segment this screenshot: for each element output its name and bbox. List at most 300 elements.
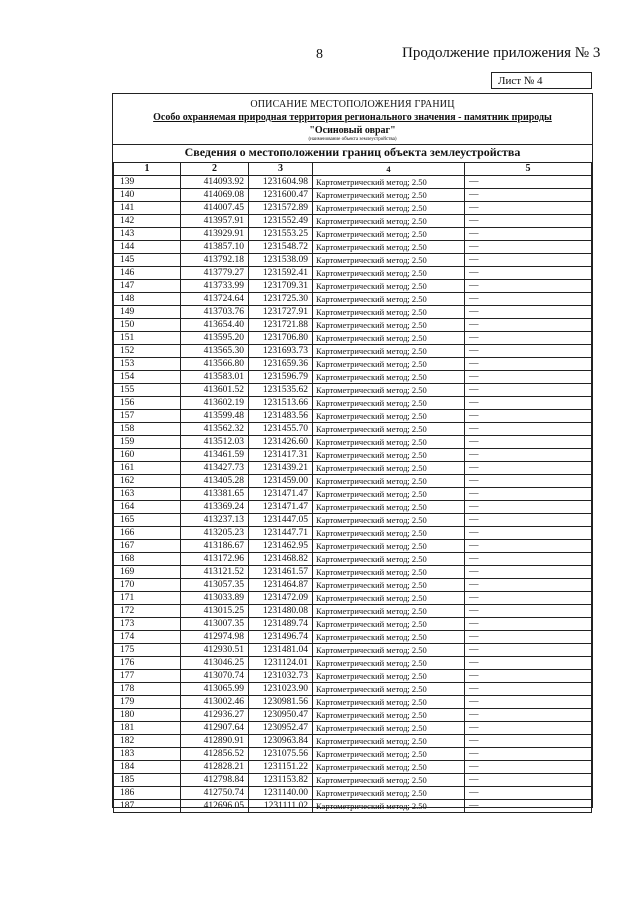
method-accuracy-cell: Картометрический метод; 2.50 xyxy=(313,436,465,449)
method-accuracy-cell: Картометрический метод; 2.50 xyxy=(313,644,465,657)
x-coordinate-cell: 414007.45 xyxy=(181,202,249,215)
y-coordinate-cell: 1230950.47 xyxy=(249,709,313,722)
table-row xyxy=(114,384,592,397)
description-cell: — xyxy=(465,462,592,475)
x-coordinate-cell: 413601.52 xyxy=(181,384,249,397)
y-coordinate-cell: 1231693.73 xyxy=(249,345,313,358)
table-row xyxy=(114,761,592,774)
method-accuracy-cell: Картометрический метод; 2.50 xyxy=(313,371,465,384)
description-cell: — xyxy=(465,579,592,592)
y-coordinate-cell: 1231468.82 xyxy=(249,553,313,566)
y-coordinate-cell: 1231481.04 xyxy=(249,644,313,657)
method-accuracy-cell: Картометрический метод; 2.50 xyxy=(313,423,465,436)
point-number-cell: 164 xyxy=(114,501,181,514)
description-cell: — xyxy=(465,709,592,722)
x-coordinate-cell: 412696.05 xyxy=(181,800,249,813)
method-accuracy-cell: Картометрический метод; 2.50 xyxy=(313,787,465,800)
x-coordinate-cell: 413565.30 xyxy=(181,345,249,358)
coordinates-table xyxy=(113,162,592,813)
method-accuracy-cell: Картометрический метод; 2.50 xyxy=(313,202,465,215)
description-cell: — xyxy=(465,423,592,436)
y-coordinate-cell: 1231140.00 xyxy=(249,787,313,800)
y-coordinate-cell: 1231447.05 xyxy=(249,514,313,527)
method-accuracy-cell: Картометрический метод; 2.50 xyxy=(313,514,465,527)
x-coordinate-cell: 413583.01 xyxy=(181,371,249,384)
x-coordinate-cell: 414093.92 xyxy=(181,176,249,189)
point-number-cell: 171 xyxy=(114,592,181,605)
page-number: 8 xyxy=(316,47,323,62)
description-cell: — xyxy=(465,241,592,254)
column-header: 3 xyxy=(249,163,313,176)
table-row xyxy=(114,748,592,761)
x-coordinate-cell: 413957.91 xyxy=(181,215,249,228)
description-cell: — xyxy=(465,605,592,618)
table-row xyxy=(114,618,592,631)
method-accuracy-cell: Картометрический метод; 2.50 xyxy=(313,566,465,579)
x-coordinate-cell: 413381.65 xyxy=(181,488,249,501)
table-row xyxy=(114,293,592,306)
table-row xyxy=(114,436,592,449)
table-row xyxy=(114,462,592,475)
x-coordinate-cell: 413792.18 xyxy=(181,254,249,267)
y-coordinate-cell: 1231553.25 xyxy=(249,228,313,241)
column-header: 4 xyxy=(313,163,465,176)
table-row xyxy=(114,423,592,436)
point-number-cell: 144 xyxy=(114,241,181,254)
point-number-cell: 152 xyxy=(114,345,181,358)
point-number-cell: 160 xyxy=(114,449,181,462)
method-accuracy-cell: Картометрический метод; 2.50 xyxy=(313,475,465,488)
y-coordinate-cell: 1231489.74 xyxy=(249,618,313,631)
table-row xyxy=(114,319,592,332)
method-accuracy-cell: Картометрический метод; 2.50 xyxy=(313,267,465,280)
method-accuracy-cell: Картометрический метод; 2.50 xyxy=(313,410,465,423)
y-coordinate-cell: 1231513.66 xyxy=(249,397,313,410)
method-accuracy-cell: Картометрический метод; 2.50 xyxy=(313,306,465,319)
point-number-cell: 172 xyxy=(114,605,181,618)
x-coordinate-cell: 412798.84 xyxy=(181,774,249,787)
point-number-cell: 185 xyxy=(114,774,181,787)
description-cell: — xyxy=(465,696,592,709)
method-accuracy-cell: Картометрический метод; 2.50 xyxy=(313,553,465,566)
document-frame xyxy=(112,93,593,811)
description-cell: — xyxy=(465,631,592,644)
x-coordinate-cell: 413205.23 xyxy=(181,527,249,540)
point-number-cell: 170 xyxy=(114,579,181,592)
method-accuracy-cell: Картометрический метод; 2.50 xyxy=(313,254,465,267)
method-accuracy-cell: Картометрический метод; 2.50 xyxy=(313,800,465,813)
point-number-cell: 149 xyxy=(114,306,181,319)
point-number-cell: 176 xyxy=(114,657,181,670)
method-accuracy-cell: Картометрический метод; 2.50 xyxy=(313,735,465,748)
method-accuracy-cell: Картометрический метод; 2.50 xyxy=(313,462,465,475)
method-accuracy-cell: Картометрический метод; 2.50 xyxy=(313,579,465,592)
table-row xyxy=(114,696,592,709)
table-row xyxy=(114,410,592,423)
description-cell: — xyxy=(465,787,592,800)
point-number-cell: 178 xyxy=(114,683,181,696)
method-accuracy-cell: Картометрический метод; 2.50 xyxy=(313,384,465,397)
column-header: 2 xyxy=(181,163,249,176)
table-header-row xyxy=(114,163,592,176)
x-coordinate-cell: 413070.74 xyxy=(181,670,249,683)
y-coordinate-cell: 1231596.79 xyxy=(249,371,313,384)
method-accuracy-cell: Картометрический метод; 2.50 xyxy=(313,449,465,462)
method-accuracy-cell: Картометрический метод; 2.50 xyxy=(313,631,465,644)
y-coordinate-cell: 1230981.56 xyxy=(249,696,313,709)
y-coordinate-cell: 1231548.72 xyxy=(249,241,313,254)
coordinates-table-wrap xyxy=(113,162,592,813)
y-coordinate-cell: 1230952.47 xyxy=(249,722,313,735)
territory-subtitle: Особо охраняемая природная территория регионального значения - памятник природы xyxy=(153,112,552,123)
x-coordinate-cell: 413562.32 xyxy=(181,423,249,436)
description-cell: — xyxy=(465,306,592,319)
description-cell: — xyxy=(465,748,592,761)
table-row xyxy=(114,306,592,319)
method-accuracy-cell: Картометрический метод; 2.50 xyxy=(313,241,465,254)
table-row xyxy=(114,605,592,618)
point-number-cell: 154 xyxy=(114,371,181,384)
method-accuracy-cell: Картометрический метод; 2.50 xyxy=(313,488,465,501)
y-coordinate-cell: 1231462.95 xyxy=(249,540,313,553)
point-number-cell: 163 xyxy=(114,488,181,501)
description-cell: — xyxy=(465,202,592,215)
description-cell: — xyxy=(465,670,592,683)
description-cell: — xyxy=(465,332,592,345)
x-coordinate-cell: 413724.64 xyxy=(181,293,249,306)
method-accuracy-cell: Картометрический метод; 2.50 xyxy=(313,748,465,761)
description-cell: — xyxy=(465,618,592,631)
table-row xyxy=(114,449,592,462)
x-coordinate-cell: 413595.20 xyxy=(181,332,249,345)
description-cell: — xyxy=(465,449,592,462)
method-accuracy-cell: Картометрический метод; 2.50 xyxy=(313,189,465,202)
column-header: 5 xyxy=(465,163,592,176)
point-number-cell: 140 xyxy=(114,189,181,202)
x-coordinate-cell: 413733.99 xyxy=(181,280,249,293)
description-cell: — xyxy=(465,488,592,501)
y-coordinate-cell: 1231023.90 xyxy=(249,683,313,696)
method-accuracy-cell: Картометрический метод; 2.50 xyxy=(313,176,465,189)
method-accuracy-cell: Картометрический метод; 2.50 xyxy=(313,618,465,631)
y-coordinate-cell: 1231535.62 xyxy=(249,384,313,397)
point-number-cell: 150 xyxy=(114,319,181,332)
y-coordinate-cell: 1231592.41 xyxy=(249,267,313,280)
table-row xyxy=(114,709,592,722)
description-cell: — xyxy=(465,345,592,358)
x-coordinate-cell: 412930.51 xyxy=(181,644,249,657)
x-coordinate-cell: 413172.96 xyxy=(181,553,249,566)
y-coordinate-cell: 1231659.36 xyxy=(249,358,313,371)
description-cell: — xyxy=(465,176,592,189)
description-cell: — xyxy=(465,553,592,566)
point-number-cell: 177 xyxy=(114,670,181,683)
table-row xyxy=(114,501,592,514)
table-row xyxy=(114,800,592,813)
method-accuracy-cell: Картометрический метод; 2.50 xyxy=(313,709,465,722)
table-row xyxy=(114,241,592,254)
method-accuracy-cell: Картометрический метод; 2.50 xyxy=(313,761,465,774)
description-cell: — xyxy=(465,527,592,540)
method-accuracy-cell: Картометрический метод; 2.50 xyxy=(313,696,465,709)
table-row xyxy=(114,527,592,540)
y-coordinate-cell: 1231480.08 xyxy=(249,605,313,618)
y-coordinate-cell: 1231417.31 xyxy=(249,449,313,462)
x-coordinate-cell: 413369.24 xyxy=(181,501,249,514)
point-number-cell: 179 xyxy=(114,696,181,709)
table-row xyxy=(114,397,592,410)
description-cell: — xyxy=(465,566,592,579)
y-coordinate-cell: 1231483.56 xyxy=(249,410,313,423)
x-coordinate-cell: 412828.21 xyxy=(181,761,249,774)
point-number-cell: 145 xyxy=(114,254,181,267)
x-coordinate-cell: 413427.73 xyxy=(181,462,249,475)
document-title: ОПИСАНИЕ МЕСТОПОЛОЖЕНИЯ ГРАНИЦ xyxy=(250,99,455,110)
description-cell: — xyxy=(465,540,592,553)
table-row xyxy=(114,540,592,553)
y-coordinate-cell: 1231124.01 xyxy=(249,657,313,670)
y-coordinate-cell: 1230963.84 xyxy=(249,735,313,748)
method-accuracy-cell: Картометрический метод; 2.50 xyxy=(313,293,465,306)
table-row xyxy=(114,787,592,800)
x-coordinate-cell: 413065.99 xyxy=(181,683,249,696)
point-number-cell: 184 xyxy=(114,761,181,774)
point-number-cell: 169 xyxy=(114,566,181,579)
description-cell: — xyxy=(465,592,592,605)
y-coordinate-cell: 1231572.89 xyxy=(249,202,313,215)
x-coordinate-cell: 412750.74 xyxy=(181,787,249,800)
x-coordinate-cell: 413461.59 xyxy=(181,449,249,462)
description-cell: — xyxy=(465,215,592,228)
y-coordinate-cell: 1231727.91 xyxy=(249,306,313,319)
y-coordinate-cell: 1231725.30 xyxy=(249,293,313,306)
method-accuracy-cell: Картометрический метод; 2.50 xyxy=(313,527,465,540)
table-row xyxy=(114,371,592,384)
x-coordinate-cell: 413703.76 xyxy=(181,306,249,319)
table-row xyxy=(114,475,592,488)
point-number-cell: 146 xyxy=(114,267,181,280)
point-number-cell: 161 xyxy=(114,462,181,475)
table-row xyxy=(114,566,592,579)
description-cell: — xyxy=(465,410,592,423)
x-coordinate-cell: 413602.19 xyxy=(181,397,249,410)
method-accuracy-cell: Картометрический метод; 2.50 xyxy=(313,774,465,787)
x-coordinate-cell: 412890.91 xyxy=(181,735,249,748)
point-number-cell: 157 xyxy=(114,410,181,423)
x-coordinate-cell: 413654.40 xyxy=(181,319,249,332)
table-row xyxy=(114,670,592,683)
description-cell: — xyxy=(465,475,592,488)
x-coordinate-cell: 413405.28 xyxy=(181,475,249,488)
point-number-cell: 168 xyxy=(114,553,181,566)
y-coordinate-cell: 1231706.80 xyxy=(249,332,313,345)
point-number-cell: 175 xyxy=(114,644,181,657)
table-row xyxy=(114,358,592,371)
point-number-cell: 167 xyxy=(114,540,181,553)
point-number-cell: 148 xyxy=(114,293,181,306)
table-row xyxy=(114,254,592,267)
point-number-cell: 159 xyxy=(114,436,181,449)
method-accuracy-cell: Картометрический метод; 2.50 xyxy=(313,670,465,683)
point-number-cell: 158 xyxy=(114,423,181,436)
table-row xyxy=(114,228,592,241)
method-accuracy-cell: Картометрический метод; 2.50 xyxy=(313,722,465,735)
description-cell: — xyxy=(465,280,592,293)
table-row xyxy=(114,488,592,501)
y-coordinate-cell: 1231464.87 xyxy=(249,579,313,592)
y-coordinate-cell: 1231459.00 xyxy=(249,475,313,488)
y-coordinate-cell: 1231604.98 xyxy=(249,176,313,189)
table-row xyxy=(114,345,592,358)
description-cell: — xyxy=(465,384,592,397)
y-coordinate-cell: 1231472.09 xyxy=(249,592,313,605)
table-row xyxy=(114,280,592,293)
description-cell: — xyxy=(465,267,592,280)
table-row xyxy=(114,215,592,228)
method-accuracy-cell: Картометрический метод; 2.50 xyxy=(313,501,465,514)
point-number-cell: 165 xyxy=(114,514,181,527)
y-coordinate-cell: 1231496.74 xyxy=(249,631,313,644)
method-accuracy-cell: Картометрический метод; 2.50 xyxy=(313,358,465,371)
y-coordinate-cell: 1231471.47 xyxy=(249,501,313,514)
point-number-cell: 151 xyxy=(114,332,181,345)
point-number-cell: 187 xyxy=(114,800,181,813)
table-row xyxy=(114,722,592,735)
description-cell: — xyxy=(465,800,592,813)
description-cell: — xyxy=(465,683,592,696)
table-row xyxy=(114,189,592,202)
y-coordinate-cell: 1231709.31 xyxy=(249,280,313,293)
point-number-cell: 142 xyxy=(114,215,181,228)
point-number-cell: 166 xyxy=(114,527,181,540)
table-row xyxy=(114,176,592,189)
point-number-cell: 181 xyxy=(114,722,181,735)
x-coordinate-cell: 413566.80 xyxy=(181,358,249,371)
description-cell: — xyxy=(465,371,592,384)
point-number-cell: 147 xyxy=(114,280,181,293)
point-number-cell: 153 xyxy=(114,358,181,371)
point-number-cell: 143 xyxy=(114,228,181,241)
x-coordinate-cell: 413033.89 xyxy=(181,592,249,605)
x-coordinate-cell: 413857.10 xyxy=(181,241,249,254)
description-cell: — xyxy=(465,228,592,241)
table-row xyxy=(114,332,592,345)
y-coordinate-cell: 1231153.82 xyxy=(249,774,313,787)
point-number-cell: 183 xyxy=(114,748,181,761)
y-coordinate-cell: 1231552.49 xyxy=(249,215,313,228)
point-number-cell: 186 xyxy=(114,787,181,800)
y-coordinate-cell: 1231721.88 xyxy=(249,319,313,332)
x-coordinate-cell: 413512.03 xyxy=(181,436,249,449)
table-row xyxy=(114,774,592,787)
method-accuracy-cell: Картометрический метод; 2.50 xyxy=(313,592,465,605)
point-number-cell: 155 xyxy=(114,384,181,397)
y-coordinate-cell: 1231111.02 xyxy=(249,800,313,813)
method-accuracy-cell: Картометрический метод; 2.50 xyxy=(313,397,465,410)
x-coordinate-cell: 412907.64 xyxy=(181,722,249,735)
table-row xyxy=(114,553,592,566)
x-coordinate-cell: 413186.67 xyxy=(181,540,249,553)
appendix-title: Продолжение приложения № 3 xyxy=(402,45,601,61)
table-row xyxy=(114,644,592,657)
point-number-cell: 141 xyxy=(114,202,181,215)
method-accuracy-cell: Картометрический метод; 2.50 xyxy=(313,319,465,332)
y-coordinate-cell: 1231426.60 xyxy=(249,436,313,449)
y-coordinate-cell: 1231600.47 xyxy=(249,189,313,202)
description-cell: — xyxy=(465,501,592,514)
x-coordinate-cell: 413007.35 xyxy=(181,618,249,631)
method-accuracy-cell: Картометрический метод; 2.50 xyxy=(313,228,465,241)
table-row xyxy=(114,514,592,527)
description-cell: — xyxy=(465,761,592,774)
y-coordinate-cell: 1231455.70 xyxy=(249,423,313,436)
x-coordinate-cell: 413779.27 xyxy=(181,267,249,280)
description-cell: — xyxy=(465,774,592,787)
y-coordinate-cell: 1231447.71 xyxy=(249,527,313,540)
x-coordinate-cell: 412936.27 xyxy=(181,709,249,722)
table-row xyxy=(114,579,592,592)
point-number-cell: 173 xyxy=(114,618,181,631)
description-cell: — xyxy=(465,436,592,449)
description-cell: — xyxy=(465,397,592,410)
point-number-cell: 139 xyxy=(114,176,181,189)
table-row xyxy=(114,592,592,605)
method-accuracy-cell: Картометрический метод; 2.50 xyxy=(313,683,465,696)
sheet-number: Лист № 4 xyxy=(491,72,592,89)
description-cell: — xyxy=(465,189,592,202)
x-coordinate-cell: 413599.48 xyxy=(181,410,249,423)
section-title: Сведения о местоположении границ объекта землеустройства xyxy=(184,145,521,159)
y-coordinate-cell: 1231471.47 xyxy=(249,488,313,501)
table-row xyxy=(114,735,592,748)
description-cell: — xyxy=(465,358,592,371)
table-row xyxy=(114,631,592,644)
description-cell: — xyxy=(465,514,592,527)
object-caption: (наименование объекта землеустройства) xyxy=(308,137,397,142)
point-number-cell: 174 xyxy=(114,631,181,644)
table-row xyxy=(114,202,592,215)
y-coordinate-cell: 1231461.57 xyxy=(249,566,313,579)
point-number-cell: 182 xyxy=(114,735,181,748)
description-cell: — xyxy=(465,735,592,748)
method-accuracy-cell: Картометрический метод; 2.50 xyxy=(313,657,465,670)
method-accuracy-cell: Картометрический метод; 2.50 xyxy=(313,215,465,228)
description-cell: — xyxy=(465,722,592,735)
y-coordinate-cell: 1231075.56 xyxy=(249,748,313,761)
x-coordinate-cell: 413002.46 xyxy=(181,696,249,709)
method-accuracy-cell: Картометрический метод; 2.50 xyxy=(313,605,465,618)
x-coordinate-cell: 413057.35 xyxy=(181,579,249,592)
x-coordinate-cell: 412856.52 xyxy=(181,748,249,761)
description-cell: — xyxy=(465,657,592,670)
point-number-cell: 180 xyxy=(114,709,181,722)
method-accuracy-cell: Картометрический метод; 2.50 xyxy=(313,345,465,358)
method-accuracy-cell: Картометрический метод; 2.50 xyxy=(313,280,465,293)
y-coordinate-cell: 1231151.22 xyxy=(249,761,313,774)
x-coordinate-cell: 412974.98 xyxy=(181,631,249,644)
method-accuracy-cell: Картометрический метод; 2.50 xyxy=(313,332,465,345)
x-coordinate-cell: 413015.25 xyxy=(181,605,249,618)
y-coordinate-cell: 1231538.09 xyxy=(249,254,313,267)
x-coordinate-cell: 413121.52 xyxy=(181,566,249,579)
x-coordinate-cell: 414069.08 xyxy=(181,189,249,202)
x-coordinate-cell: 413046.25 xyxy=(181,657,249,670)
table-row xyxy=(114,267,592,280)
method-accuracy-cell: Картометрический метод; 2.50 xyxy=(313,540,465,553)
description-cell: — xyxy=(465,254,592,267)
x-coordinate-cell: 413929.91 xyxy=(181,228,249,241)
column-header: 1 xyxy=(114,163,181,176)
